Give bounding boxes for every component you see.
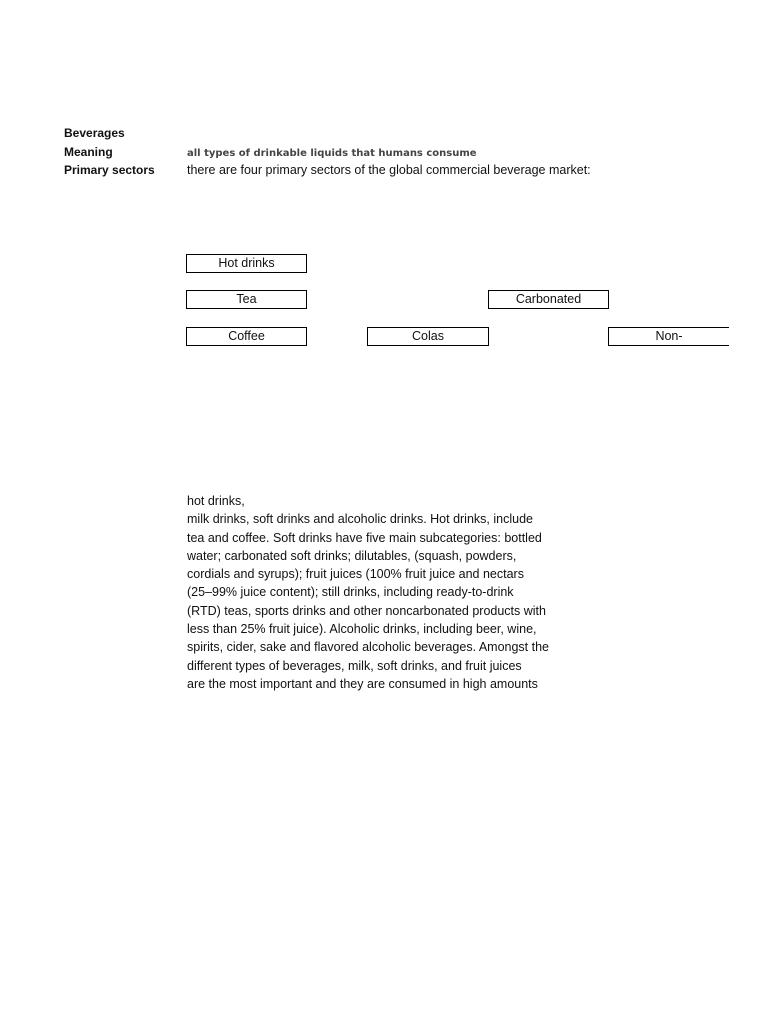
primary-sectors-description: there are four primary sectors of the global commercial beverage market: bbox=[187, 163, 591, 177]
paragraph-line: spirits, cider, sake and flavored alcoholic beverages. Amongst the bbox=[187, 640, 550, 655]
paragraph-line: are the most important and they are consumed in high amounts bbox=[187, 676, 538, 691]
paragraph-line: water; carbonated soft drinks; dilutables, (squash, powders, bbox=[187, 548, 517, 563]
paragraph-line: (RTD) teas, sports drinks and other noncarbonated products with bbox=[187, 603, 546, 618]
paragraph-line: milk drinks, soft drinks and alcoholic drinks. Hot drinks, include bbox=[187, 512, 533, 527]
hot-drinks-box: Hot drinks bbox=[186, 254, 307, 273]
primary-sectors-label: Primary sectors bbox=[64, 163, 155, 177]
carbonated-box: Carbonated bbox=[488, 290, 609, 309]
coffee-box: Coffee bbox=[186, 327, 307, 346]
beverages-label: Beverages bbox=[64, 126, 125, 140]
meaning-label: Meaning bbox=[64, 145, 113, 159]
paragraph-line: hot drinks, bbox=[187, 494, 245, 508]
non-box-clip bbox=[608, 327, 683, 346]
paragraph-line: tea and coffee. Soft drinks have five main subcategories: bottled bbox=[187, 530, 542, 545]
paragraph-line: less than 25% fruit juice). Alcoholic drinks, including beer, wine, bbox=[187, 622, 537, 637]
paragraph-line: (25–99% juice content); still drinks, including ready-to-drink bbox=[187, 585, 514, 600]
meaning-definition: all types of drinkable liquids that humans consume bbox=[187, 148, 477, 159]
paragraph-line: different types of beverages, milk, soft drinks, and fruit juices bbox=[187, 658, 522, 673]
tea-box: Tea bbox=[186, 290, 307, 309]
colas-box: Colas bbox=[367, 327, 489, 346]
beverage-description-paragraph bbox=[187, 492, 567, 693]
non-box: Non- bbox=[608, 327, 729, 346]
paragraph-line: cordials and syrups); fruit juices (100% fruit juice and nectars bbox=[187, 567, 524, 582]
